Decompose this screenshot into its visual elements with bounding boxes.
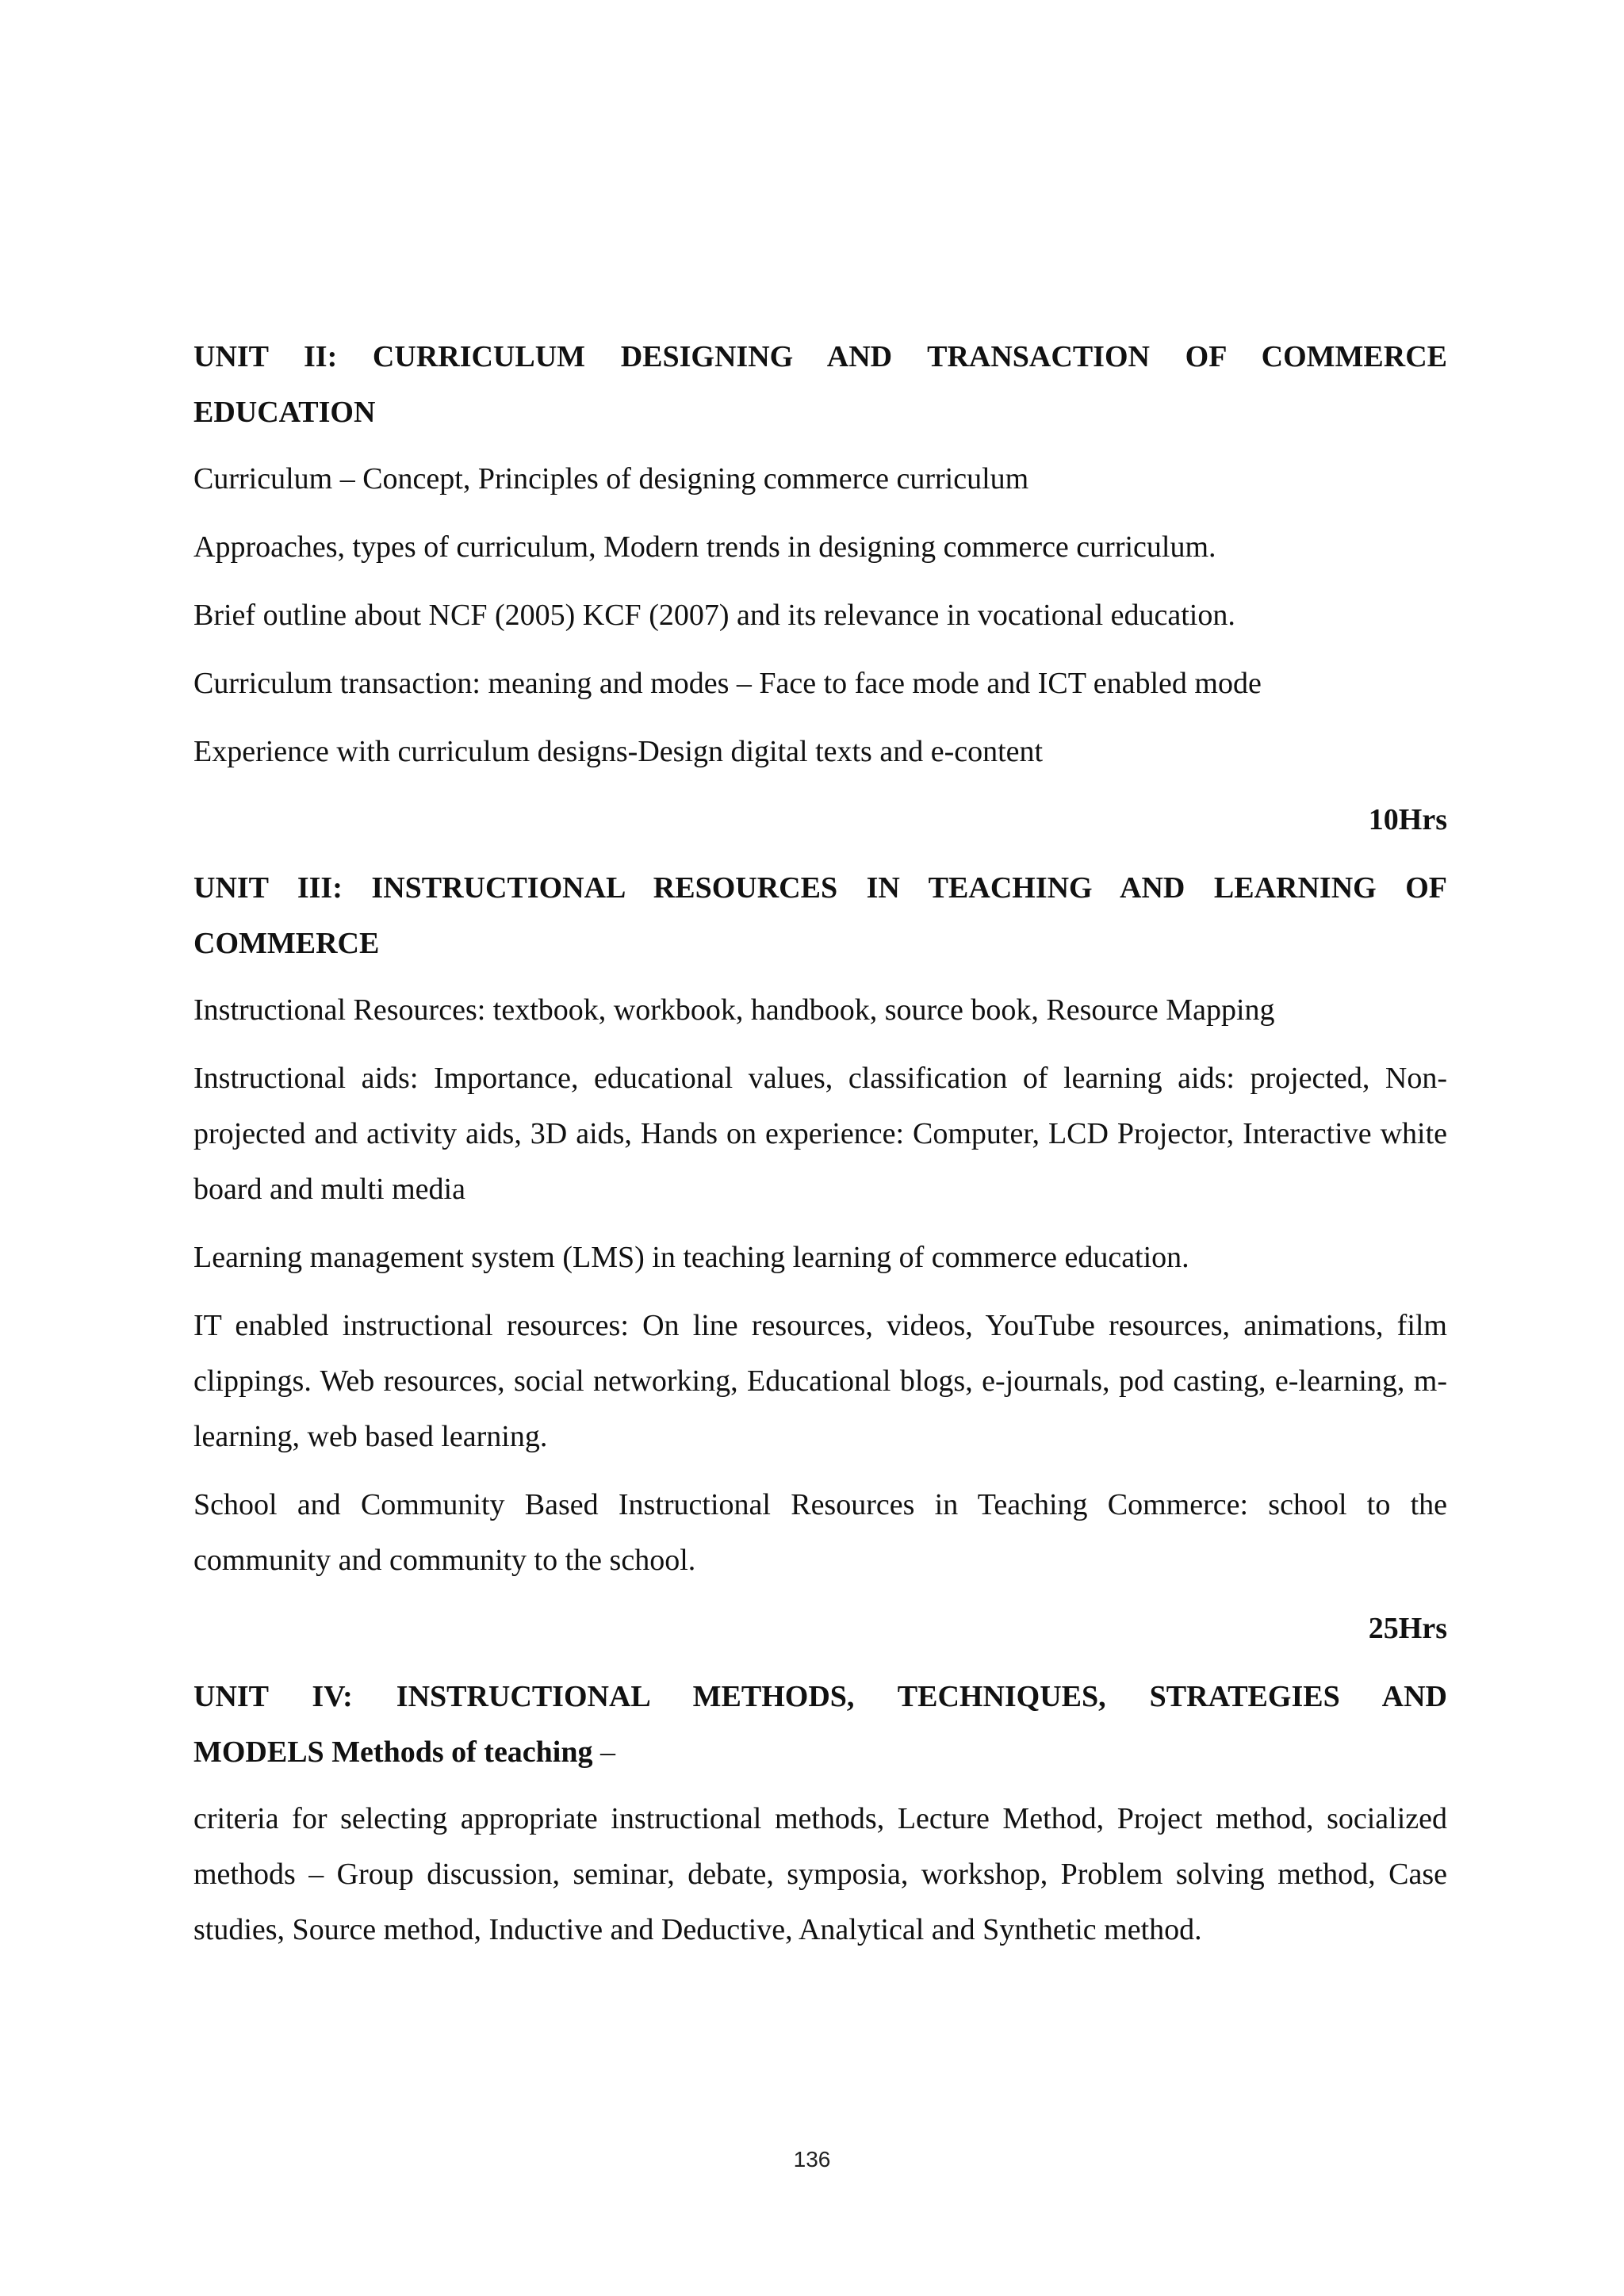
unit-4-item: criteria for selecting appropriate instructional methods, Lecture Method, Project method, socialized methods – Group discussion, seminar, debate, symposia, workshop, Problem solving method, Case studies, Source method, Inductive and Deductive, Analytical and Synthetic method. — [193, 1802, 1447, 1946]
unit-4-heading-line2 — [193, 1724, 1447, 1780]
unit-3-heading-line1: UNIT III: INSTRUCTIONAL RESOURCES IN TEACHING AND LEARNING OF — [193, 871, 1447, 905]
unit-3-item: IT enabled instructional resources: On line resources, videos, YouTube resources, animations, film clippings. Web resources, social networking, Educational blogs, e-journals, pod casting, e-learning, m- learning, web based learning. — [193, 1309, 1447, 1453]
unit-2-hours: 10Hrs — [1368, 803, 1447, 836]
unit-2-heading-line1: UNIT II: CURRICULUM DESIGNING AND TRANSACTION OF COMMERCE — [193, 340, 1447, 373]
unit-4-heading-dash: – — [600, 1735, 615, 1769]
unit-3-heading — [193, 860, 1447, 971]
unit-2-heading-line2: EDUCATION — [193, 396, 376, 429]
unit-2-item: Experience with curriculum designs-Design digital texts and e-content — [193, 735, 1044, 768]
unit-2-item: Curriculum – Concept, Principles of designing commerce curriculum — [193, 462, 1029, 496]
unit-4-heading — [193, 1669, 1447, 1780]
unit-2-heading — [193, 329, 1447, 440]
unit-2-item: Curriculum transaction: meaning and modes – Face to face mode and ICT enabled mode — [193, 667, 1262, 700]
unit-4-heading-line2-bold: MODELS Methods of teaching — [193, 1735, 600, 1769]
page-content — [193, 329, 1447, 1970]
unit-2-item: Approaches, types of curriculum, Modern trends in designing commerce curriculum. — [193, 530, 1216, 564]
unit-3-item: Learning management system (LMS) in teaching learning of commerce education. — [193, 1241, 1189, 1274]
unit-4-heading-line1: UNIT IV: INSTRUCTIONAL METHODS, TECHNIQUES, STRATEGIES AND — [193, 1680, 1447, 1713]
page-number: 136 — [793, 2147, 831, 2172]
unit-3-item: Instructional aids: Importance, educational values, classification of learning aids: projected, Non-projected and activity aids, 3D aids, Hands on experience: Computer, LCD Projector, Interactive white board and multi media — [193, 1062, 1447, 1206]
unit-3-item: School and Community Based Instructional Resources in Teaching Commerce: school to the community and community to the school. — [193, 1488, 1447, 1577]
unit-3-heading-line2: COMMERCE — [193, 927, 380, 960]
unit-3-hours: 25Hrs — [1368, 1612, 1447, 1645]
unit-2-item: Brief outline about NCF (2005) KCF (2007) and its relevance in vocational education. — [193, 599, 1235, 632]
unit-3-item: Instructional Resources: textbook, workbook, handbook, source book, Resource Mapping — [193, 993, 1275, 1027]
